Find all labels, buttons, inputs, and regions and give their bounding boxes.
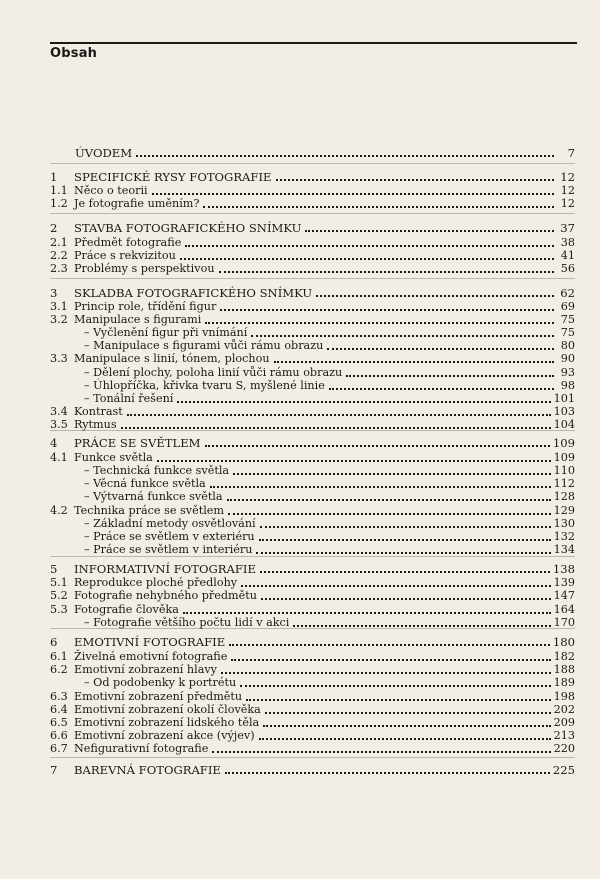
dot-leader bbox=[265, 711, 551, 714]
toc-entry-title: Je fotografie uměním? bbox=[74, 197, 200, 210]
toc-entry-title: Funkce světla bbox=[74, 451, 153, 464]
toc-entry-number: 2.2 bbox=[50, 249, 68, 262]
section-divider bbox=[50, 163, 575, 164]
section-divider bbox=[50, 278, 575, 279]
toc-entry-title: – Základní metody osvětlování bbox=[84, 517, 256, 530]
toc-entry-page: 93 bbox=[560, 366, 575, 379]
toc-entry[interactable] bbox=[50, 742, 575, 756]
dot-leader bbox=[203, 205, 554, 208]
dot-leader bbox=[229, 643, 550, 646]
toc-entry-number: 5.1 bbox=[50, 576, 68, 589]
toc-entry[interactable] bbox=[50, 576, 575, 590]
dot-leader bbox=[260, 525, 551, 528]
toc-entry-title: Fotografie člověka bbox=[74, 603, 179, 616]
toc-entry[interactable] bbox=[50, 589, 575, 603]
toc-entry-number: 3.2 bbox=[50, 313, 68, 326]
toc-entry-page: 129 bbox=[553, 504, 575, 517]
toc-entry-title: – Úhlopříčka, křivka tvaru S, myšlené linie bbox=[84, 379, 325, 392]
toc-entry-number: 3.5 bbox=[50, 418, 68, 431]
toc-entry-title: EMOTIVNÍ FOTOGRAFIE bbox=[74, 635, 226, 649]
toc-entry[interactable] bbox=[50, 451, 575, 465]
toc-entry-page: 75 bbox=[560, 313, 575, 326]
toc-entry[interactable] bbox=[50, 562, 575, 576]
toc-entry-page: 202 bbox=[553, 703, 575, 716]
toc-entry-page: 7 bbox=[567, 146, 575, 160]
toc-entry-page: 12 bbox=[560, 170, 575, 184]
toc-entry-page: 128 bbox=[553, 490, 575, 503]
toc-entry-number: 5.3 bbox=[50, 603, 68, 616]
toc-entry-title: Rytmus bbox=[74, 418, 117, 431]
toc-entry-page: 56 bbox=[560, 262, 575, 275]
toc-entry-title: SKLADBA FOTOGRAFICKÉHO SNÍMKU bbox=[74, 286, 313, 300]
toc-entry[interactable] bbox=[50, 676, 575, 690]
dot-leader bbox=[305, 229, 554, 232]
dot-leader bbox=[260, 570, 550, 573]
dot-leader bbox=[233, 472, 551, 475]
dot-leader bbox=[180, 257, 554, 260]
toc-entry-number: 3 bbox=[50, 286, 58, 300]
toc-entry-title: PRÁCE SE SVĚTLEM bbox=[74, 436, 201, 450]
section-divider bbox=[50, 213, 575, 214]
toc-entry[interactable] bbox=[50, 464, 575, 478]
toc-entry-number: 3.4 bbox=[50, 405, 68, 418]
toc-entry[interactable] bbox=[50, 436, 575, 450]
dot-leader bbox=[293, 624, 550, 627]
toc-entry[interactable] bbox=[50, 262, 575, 276]
toc-entry-title: – Výtvarná funkce světla bbox=[84, 490, 223, 503]
toc-entry[interactable] bbox=[50, 352, 575, 366]
toc-entry[interactable] bbox=[50, 490, 575, 504]
toc-entry[interactable] bbox=[50, 249, 575, 263]
toc-entry-number: 1.1 bbox=[50, 184, 68, 197]
toc-entry[interactable] bbox=[50, 530, 575, 544]
toc-entry[interactable] bbox=[50, 635, 575, 649]
toc-entry[interactable] bbox=[50, 286, 575, 300]
toc-entry-number: 2 bbox=[50, 221, 58, 235]
toc-entry-page: 80 bbox=[560, 339, 575, 352]
toc-entry-page: 112 bbox=[553, 477, 575, 490]
toc-entry-title: – Práce se světlem v interiéru bbox=[84, 543, 253, 556]
dot-leader bbox=[220, 308, 554, 311]
toc-entry-page: 180 bbox=[552, 635, 575, 649]
toc-entry[interactable] bbox=[50, 543, 575, 557]
toc-entry-page: 62 bbox=[560, 286, 575, 300]
toc-entry-title: – Technická funkce světla bbox=[84, 464, 230, 477]
dot-leader bbox=[231, 658, 550, 661]
toc-entry-title: Princip role, třídění figur bbox=[74, 300, 217, 313]
toc-entry-page: 182 bbox=[553, 650, 575, 663]
toc-entry-page: 138 bbox=[552, 562, 575, 576]
dot-leader bbox=[210, 485, 551, 488]
toc-entry-title: ÚVODEM bbox=[75, 146, 133, 160]
toc-entry[interactable] bbox=[50, 236, 575, 250]
dot-leader bbox=[177, 400, 550, 403]
toc-entry-title: Fotografie nehybného předmětu bbox=[74, 589, 257, 602]
dot-leader bbox=[276, 178, 554, 181]
dot-leader bbox=[205, 321, 554, 324]
toc-entry-title: Nefigurativní fotografie bbox=[74, 742, 209, 755]
toc-entry-number: 4.2 bbox=[50, 504, 68, 517]
toc-entry[interactable] bbox=[50, 313, 575, 327]
toc-entry-title: Problémy s perspektivou bbox=[74, 262, 215, 275]
toc-entry-number: 6.2 bbox=[50, 663, 68, 676]
toc-entry[interactable] bbox=[50, 690, 575, 704]
toc-entry-page: 90 bbox=[560, 352, 575, 365]
toc-entry-page: 41 bbox=[560, 249, 575, 262]
toc-entry-title: Reprodukce ploché předlohy bbox=[74, 576, 238, 589]
toc-entry-title: Kontrast bbox=[74, 405, 123, 418]
dot-leader bbox=[219, 270, 554, 273]
toc-entry[interactable] bbox=[50, 517, 575, 531]
toc-entry[interactable] bbox=[50, 418, 575, 432]
dot-leader bbox=[316, 294, 554, 297]
toc-entry[interactable] bbox=[75, 146, 575, 160]
toc-entry-title: Technika práce se světlem bbox=[74, 504, 224, 517]
toc-entry-page: 38 bbox=[560, 236, 575, 249]
toc-entry-page: 189 bbox=[553, 676, 575, 689]
dot-leader bbox=[327, 347, 554, 350]
dot-leader bbox=[246, 698, 551, 701]
toc-entry[interactable] bbox=[50, 663, 575, 677]
toc-entry-page: 98 bbox=[560, 379, 575, 392]
toc-entry-number: 1 bbox=[50, 170, 58, 184]
dot-leader bbox=[152, 192, 554, 195]
toc-entry-title: Živelná emotivní fotografie bbox=[74, 650, 228, 663]
dot-leader bbox=[212, 750, 550, 753]
toc-entry-title: STAVBA FOTOGRAFICKÉHO SNÍMKU bbox=[74, 221, 302, 235]
toc-entry[interactable] bbox=[50, 477, 575, 491]
toc-entry-page: 170 bbox=[553, 616, 575, 629]
toc-entry-title: – Manipulace s figurami vůči rámu obrazu bbox=[84, 339, 324, 352]
toc-entry-page: 130 bbox=[553, 517, 575, 530]
toc-entry-page: 75 bbox=[560, 326, 575, 339]
toc-entry[interactable] bbox=[50, 184, 575, 198]
dot-leader bbox=[251, 334, 554, 337]
dot-leader bbox=[346, 374, 554, 377]
toc-entry[interactable] bbox=[50, 616, 575, 630]
dot-leader bbox=[136, 154, 554, 157]
toc-entry-title: Emotivní zobrazení předmětu bbox=[74, 690, 243, 703]
toc-entry[interactable] bbox=[50, 197, 575, 211]
toc-entry-page: 164 bbox=[553, 603, 575, 616]
toc-entry-page: 213 bbox=[553, 729, 575, 742]
toc-entry-title: – Vyčlenění figur při vnímání bbox=[84, 326, 248, 339]
dot-leader bbox=[227, 498, 551, 501]
dot-leader bbox=[221, 671, 551, 674]
toc-entry-number: 2.1 bbox=[50, 236, 68, 249]
toc-entry[interactable] bbox=[50, 504, 575, 518]
toc-entry-page: 37 bbox=[560, 221, 575, 235]
toc-entry-number: 5 bbox=[50, 562, 58, 576]
toc-entry-title: Emotivní zobrazení lidského těla bbox=[74, 716, 260, 729]
toc-entry-title: Něco o teorii bbox=[74, 184, 148, 197]
toc-entry-number: 6.7 bbox=[50, 742, 68, 755]
toc-entry[interactable] bbox=[50, 379, 575, 393]
dot-leader bbox=[241, 584, 551, 587]
toc-entry-number: 6.3 bbox=[50, 690, 68, 703]
toc-entry-page: 109 bbox=[552, 436, 575, 450]
toc-entry-page: 209 bbox=[553, 716, 575, 729]
page-title: Obsah bbox=[50, 46, 98, 61]
toc-entry-title: – Věcná funkce světla bbox=[84, 477, 206, 490]
toc-entry-page: 188 bbox=[553, 663, 575, 676]
toc-entry-title: SPECIFICKÉ RYSY FOTOGRAFIE bbox=[74, 170, 272, 184]
toc-entry-page: 12 bbox=[560, 184, 575, 197]
toc-entry-title: BAREVNÁ FOTOGRAFIE bbox=[74, 763, 221, 777]
toc-entry[interactable] bbox=[50, 300, 575, 314]
dot-leader bbox=[185, 244, 554, 247]
dot-leader bbox=[259, 538, 551, 541]
toc-entry-page: 147 bbox=[553, 589, 575, 602]
dot-leader bbox=[183, 611, 551, 614]
toc-entry[interactable] bbox=[50, 170, 575, 184]
toc-entry-number: 6.1 bbox=[50, 650, 68, 663]
toc-entry-page: 220 bbox=[553, 742, 575, 755]
toc-entry-number: 6.6 bbox=[50, 729, 68, 742]
toc-entry[interactable] bbox=[50, 221, 575, 235]
toc-entry-page: 198 bbox=[553, 690, 575, 703]
toc-entry-number: 5.2 bbox=[50, 589, 68, 602]
toc-entry[interactable] bbox=[50, 716, 575, 730]
dot-leader bbox=[225, 771, 550, 774]
toc-entry-page: 134 bbox=[553, 543, 575, 556]
toc-entry-title: Emotivní zobrazení hlavy bbox=[74, 663, 218, 676]
dot-leader bbox=[256, 551, 550, 554]
toc-entry-number: 6.5 bbox=[50, 716, 68, 729]
toc-entry-page: 104 bbox=[553, 418, 575, 431]
toc-entry-page: 225 bbox=[552, 763, 575, 777]
toc-entry[interactable] bbox=[50, 729, 575, 743]
toc-entry[interactable] bbox=[50, 405, 575, 419]
toc-entry-title: Manipulace s figurami bbox=[74, 313, 202, 326]
toc-entry-page: 110 bbox=[553, 464, 575, 477]
dot-leader bbox=[157, 459, 551, 462]
toc-entry[interactable] bbox=[50, 603, 575, 617]
toc-entry-number: 1.2 bbox=[50, 197, 68, 210]
toc-entry-page: 132 bbox=[553, 530, 575, 543]
toc-entry-title: – Dělení plochy, poloha linií vůči rámu obrazu bbox=[84, 366, 343, 379]
toc-entry-title: INFORMATIVNÍ FOTOGRAFIE bbox=[74, 562, 256, 576]
toc-entry[interactable] bbox=[50, 392, 575, 406]
dot-leader bbox=[329, 387, 554, 390]
dot-leader bbox=[274, 360, 554, 363]
dot-leader bbox=[263, 724, 550, 727]
toc-entry[interactable] bbox=[50, 703, 575, 717]
toc-entry-title: – Od podobenky k portrétu bbox=[84, 676, 237, 689]
toc-entry-title: – Práce se světlem v exteriéru bbox=[84, 530, 255, 543]
toc-entry-page: 101 bbox=[553, 392, 575, 405]
toc-entry-page: 12 bbox=[560, 197, 575, 210]
toc-entry-number: 6 bbox=[50, 635, 58, 649]
toc-entry-number: 4 bbox=[50, 436, 58, 450]
toc-entry-page: 69 bbox=[560, 300, 575, 313]
toc-entry-page: 139 bbox=[553, 576, 575, 589]
toc-entry-number: 7 bbox=[50, 763, 58, 777]
toc-entry-title: Emotivní zobrazení okolí člověka bbox=[74, 703, 261, 716]
toc-entry[interactable] bbox=[50, 763, 575, 777]
dot-leader bbox=[259, 737, 551, 740]
dot-leader bbox=[228, 512, 551, 515]
toc-entry-page: 103 bbox=[553, 405, 575, 418]
dot-leader bbox=[240, 684, 550, 687]
toc-entry-number: 6.4 bbox=[50, 703, 68, 716]
toc-entry[interactable] bbox=[50, 366, 575, 380]
section-divider bbox=[50, 757, 575, 758]
toc-entry-number: 3.1 bbox=[50, 300, 68, 313]
dot-leader bbox=[127, 413, 551, 416]
toc-entry-title: Emotivní zobrazení akce (výjev) bbox=[74, 729, 255, 742]
toc-entry-title: Manipulace s linií, tónem, plochou bbox=[74, 352, 270, 365]
toc-entry-number: 2.3 bbox=[50, 262, 68, 275]
dot-leader bbox=[261, 597, 551, 600]
toc-entry-number: 3.3 bbox=[50, 352, 68, 365]
toc-entry-title: – Tonální řešení bbox=[84, 392, 174, 405]
toc-entry[interactable] bbox=[50, 650, 575, 664]
toc-entry-number: 4.1 bbox=[50, 451, 68, 464]
dot-leader bbox=[205, 444, 550, 447]
dot-leader bbox=[121, 426, 551, 429]
toc-entry[interactable] bbox=[50, 339, 575, 353]
toc-entry-title: Práce s rekvizitou bbox=[74, 249, 176, 262]
toc-entry[interactable] bbox=[50, 326, 575, 340]
toc-entry-page: 109 bbox=[553, 451, 575, 464]
toc-entry-title: Předmět fotografie bbox=[74, 236, 182, 249]
toc-entry-title: – Fotografie většího počtu lidí v akci bbox=[84, 616, 290, 629]
